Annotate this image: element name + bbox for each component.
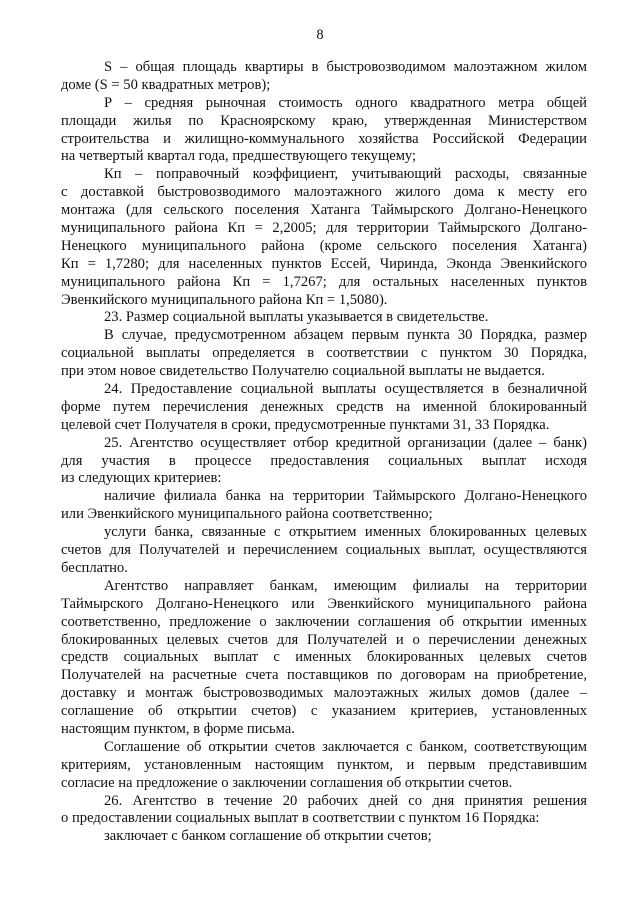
page-number: 8 — [316, 27, 324, 43]
text-line: В случае, предусмотренном абзацем первым пункта 30 Порядка, размер — [104, 327, 587, 344]
text-line: Кп – поправочный коэффициент, учитывающий расходы, связанные — [104, 166, 587, 183]
text-line: бесплатно. — [61, 559, 128, 576]
text-line: 25. Агентство осуществляет отбор кредитной организации (далее – банк) — [104, 434, 587, 451]
text-line: строительства и жилищно-коммунального хозяйства Российской Федерации — [61, 130, 587, 147]
text-line: форме путем перечисления денежных средств на именной блокированный — [61, 398, 587, 415]
text-line: доме (S = 50 квадратных метров); — [61, 76, 271, 93]
text-line: 24. Предоставление социальной выплаты осуществляется в безналичной — [104, 381, 587, 398]
text-line: заключает с банком соглашение об открытии счетов; — [104, 828, 432, 845]
text-line: Эвенкийского муниципального района Кп = 1,5080). — [61, 291, 388, 308]
text-line: монтажа (для сельского поселения Хатанга Таймырского Долгано-Ненецкого — [61, 202, 587, 219]
text-line: S – общая площадь квартиры в быстровозводимом малоэтажном жилом — [104, 59, 587, 75]
text-line: или Эвенкийского муниципального района соответственно; — [61, 506, 433, 523]
text-line: Ненецкого муниципального района (кроме сельского поселения Хатанга) — [61, 237, 587, 254]
text-line: средств социальных выплат с именных блокированных целевых счетов — [61, 649, 587, 666]
text-line: 23. Размер социальной выплаты указывается в свидетельстве. — [104, 309, 489, 326]
text-line: согласие на предложение о заключении соглашения об открытии счетов. — [61, 774, 513, 791]
text-line: целевой счет Получателя в сроки, предусмотренные пунктами 31, 33 Порядка. — [61, 416, 550, 433]
text-line: площади жилья по Красноярскому краю, утвержденная Министерством — [61, 112, 587, 129]
text-line: соглашение об открытии счетов) с указанием критериев, установленных — [61, 703, 587, 720]
text-line: услуги банка, связанные с открытием именных блокированных целевых — [104, 524, 587, 541]
text-line: наличие филиала банка на территории Таймырского Долгано-Ненецкого — [104, 488, 587, 505]
text-line: о предоставлении социальных выплат в соответствии с пунктом 16 Порядка: — [61, 810, 540, 827]
text-line: Соглашение об открытии счетов заключается с банком, соответствующим — [104, 738, 587, 755]
text-line: на четвертый квартал года, предшествующего текущему; — [61, 148, 417, 165]
text-line: настоящим пунктом, в форме письма. — [61, 720, 295, 737]
text-line: критериям, установленным настоящим пунктом, и первым представившим — [61, 756, 587, 773]
text-line: Таймырского Долгано-Ненецкого или Эвенкийского муниципального района — [61, 595, 587, 612]
text-line: Кп = 1,7280; для населенных пунктов Ессей, Чиринда, Эконда Эвенкийского — [61, 255, 587, 272]
document-body — [61, 59, 587, 846]
text-line: Р – средняя рыночная стоимость одного квадратного метра общей — [104, 94, 587, 111]
text-line: для участия в процессе предоставления социальных выплат исходя — [61, 452, 587, 469]
text-line: Агентство направляет банкам, имеющим филиалы на территории — [104, 577, 587, 594]
text-line: муниципального района Кп = 2,2005; для территории Таймырского Долгано- — [61, 220, 587, 237]
text-line: при этом новое свидетельство Получателю социальной выплаты не выдается. — [61, 363, 545, 380]
text-line: счетов для Получателей и перечислением социальных выплат, осуществляются — [61, 542, 587, 559]
text-line: доставку и монтаж быстровозводимых малоэтажных жилых домов (далее – — [61, 685, 587, 702]
text-line: Получателей на расчетные счета поставщиков по договорам на приобретение, — [61, 667, 587, 684]
text-line: из следующих критериев: — [61, 470, 222, 487]
text-line: социальной выплаты определяется в соответствии с пунктом 30 Порядка, — [61, 345, 587, 362]
text-line: соответственно, предложение о заключении соглашения об открытии именных — [61, 613, 587, 630]
text-line: с доставкой быстровозводимого малоэтажного жилого дома к месту его — [61, 184, 587, 201]
text-line: муниципального района Кп = 1,7267; для остальных населенных пунктов — [61, 273, 587, 290]
text-line: 26. Агентство в течение 20 рабочих дней со дня принятия решения — [104, 792, 587, 809]
text-line: блокированных целевых счетов для Получателей и о перечислении денежных — [61, 631, 587, 648]
